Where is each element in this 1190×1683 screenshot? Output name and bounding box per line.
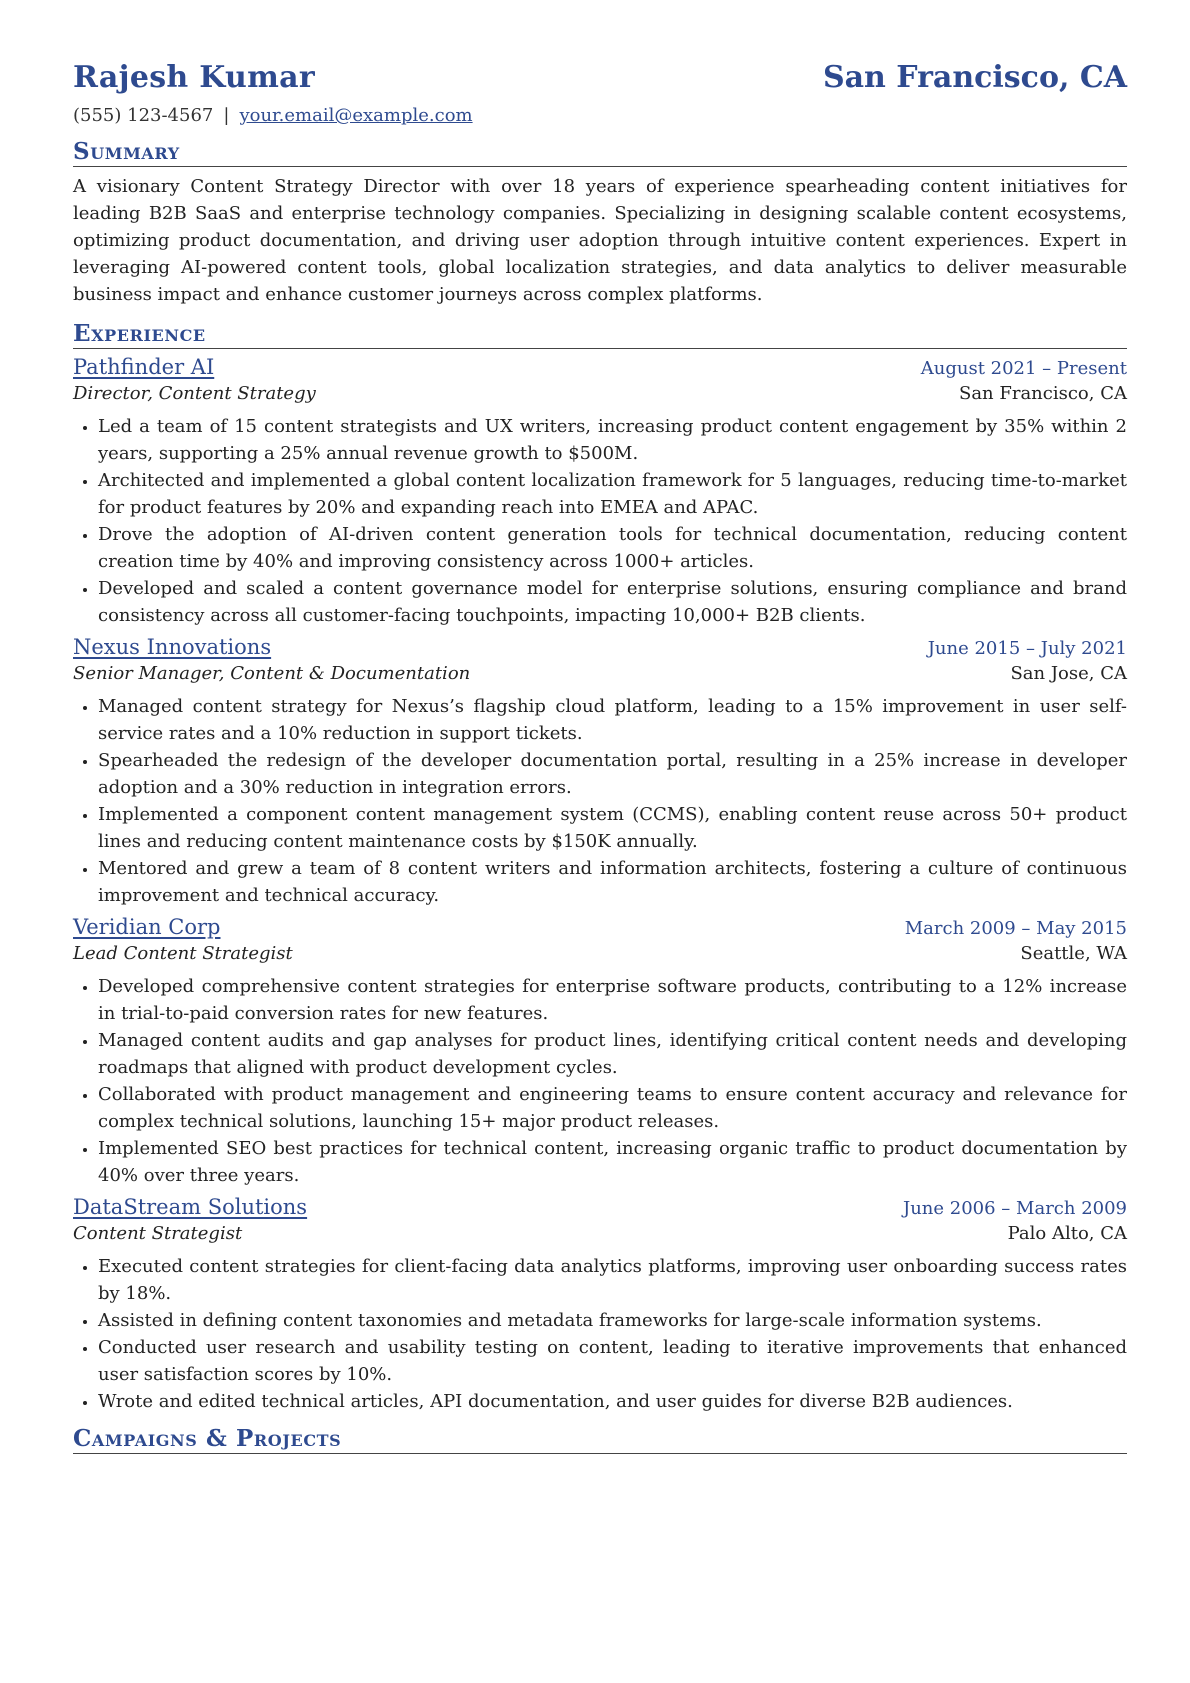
job-header bbox=[73, 635, 1127, 659]
bullet-item: • Collaborated with product management and engineering teams to ensure content accuracy and relevance for complex technical solutions, launching 15+ major product releases. bbox=[98, 1081, 1127, 1135]
candidate-name: Rajesh Kumar bbox=[73, 60, 315, 95]
contact-line bbox=[73, 105, 1127, 126]
job-subheader bbox=[73, 943, 1127, 964]
company-name[interactable]: Nexus Innovations bbox=[73, 635, 272, 659]
contact-separator: | bbox=[223, 105, 230, 126]
experience-heading: Experience bbox=[73, 320, 1127, 349]
job-entry bbox=[73, 355, 1127, 629]
job-location: San Francisco, CA bbox=[958, 383, 1127, 404]
job-entry bbox=[73, 1195, 1127, 1415]
job-location: San Jose, CA bbox=[1010, 663, 1127, 684]
summary-text: A visionary Content Strategy Director with over 18 years of experience spearheading content initiatives for leading B2B SaaS and enterprise technology companies. Specializing in designing scalable content ecosystems, optimizing product documentation, and driving user adoption through intuitive content experiences. Expert in leveraging AI-powered content tools, global localization strategies, and data analytics to deliver measurable business impact and enhance customer journeys across complex platforms. bbox=[73, 176, 1127, 305]
experience-list bbox=[73, 355, 1127, 1415]
job-header bbox=[73, 915, 1127, 939]
bullet-item: • Developed comprehensive content strategies for enterprise software products, contributing to a 12% increase in trial-to-paid conversion rates for new features. bbox=[98, 973, 1127, 1027]
resume-page bbox=[73, 60, 1127, 1454]
company-name[interactable]: Veridian Corp bbox=[73, 915, 221, 939]
bullet-item: • Assisted in defining content taxonomies and metadata frameworks for large-scale information systems. bbox=[98, 1307, 1127, 1334]
email-link[interactable]: your.email@example.com bbox=[239, 105, 473, 126]
job-entry bbox=[73, 635, 1127, 909]
projects-heading: Campaigns & Projects bbox=[73, 1425, 1127, 1454]
job-dates: March 2009 – May 2015 bbox=[904, 918, 1127, 939]
bullet-item: • Executed content strategies for client-facing data analytics platforms, improving user onboarding success rates by 18%. bbox=[98, 1253, 1127, 1307]
candidate-location: San Francisco, CA bbox=[822, 60, 1127, 95]
summary-heading: Summary bbox=[73, 138, 1127, 167]
phone-number: (555) 123-4567 bbox=[73, 105, 214, 126]
job-header bbox=[73, 1195, 1127, 1219]
job-bullets bbox=[73, 693, 1127, 909]
bullet-item: • Mentored and grew a team of 8 content writers and information architects, fostering a culture of continuous improvement and technical accuracy. bbox=[98, 855, 1127, 909]
company-name[interactable]: DataStream Solutions bbox=[73, 1195, 308, 1219]
bullet-item: • Wrote and edited technical articles, API documentation, and user guides for diverse B2B audiences. bbox=[98, 1388, 1127, 1415]
job-dates: August 2021 – Present bbox=[920, 358, 1127, 379]
bullet-item: • Architected and implemented a global content localization framework for 5 languages, reducing time-to-market for product features by 20% and expanding reach into EMEA and APAC. bbox=[98, 467, 1127, 521]
job-entry bbox=[73, 915, 1127, 1189]
job-bullets bbox=[73, 1253, 1127, 1415]
bullet-item: • Developed and scaled a content governance model for enterprise solutions, ensuring compliance and brand consistency across all customer-facing touchpoints, impacting 10,000+ B2B clients. bbox=[98, 575, 1127, 629]
bullet-item: • Managed content audits and gap analyses for product lines, identifying critical content needs and developing roadmaps that aligned with product development cycles. bbox=[98, 1027, 1127, 1081]
job-role: Lead Content Strategist bbox=[73, 943, 293, 964]
job-bullets bbox=[73, 973, 1127, 1189]
job-subheader bbox=[73, 1223, 1127, 1244]
job-subheader bbox=[73, 383, 1127, 404]
job-role: Director, Content Strategy bbox=[73, 383, 316, 404]
bullet-item: • Conducted user research and usability testing on content, leading to iterative improvements that enhanced user satisfaction scores by 10%. bbox=[98, 1334, 1127, 1388]
resume-header bbox=[73, 60, 1127, 95]
bullet-item: • Led a team of 15 content strategists and UX writers, increasing product content engagement by 35% within 2 years, supporting a 25% annual revenue growth to $500M. bbox=[98, 413, 1127, 467]
bullet-item: • Implemented a component content management system (CCMS), enabling content reuse across 50+ product lines and reducing content maintenance costs by $150K annually. bbox=[98, 801, 1127, 855]
job-location: Palo Alto, CA bbox=[1007, 1223, 1127, 1244]
job-dates: June 2006 – March 2009 bbox=[903, 1198, 1127, 1219]
job-subheader bbox=[73, 663, 1127, 684]
job-role: Content Strategist bbox=[73, 1223, 243, 1244]
bullet-item: • Managed content strategy for Nexus’s flagship cloud platform, leading to a 15% improvement in user self-service rates and a 10% reduction in support tickets. bbox=[98, 693, 1127, 747]
job-dates: June 2015 – July 2021 bbox=[927, 638, 1127, 659]
bullet-item: • Drove the adoption of AI-driven content generation tools for technical documentation, reducing content creation time by 40% and improving consistency across 1000+ articles. bbox=[98, 521, 1127, 575]
job-header bbox=[73, 355, 1127, 379]
company-name[interactable]: Pathfinder AI bbox=[73, 355, 215, 379]
job-role: Senior Manager, Content & Documentation bbox=[73, 663, 471, 684]
bullet-item: • Implemented SEO best practices for technical content, increasing organic traffic to product documentation by 40% over three years. bbox=[98, 1135, 1127, 1189]
job-location: Seattle, WA bbox=[1020, 943, 1127, 964]
job-bullets bbox=[73, 413, 1127, 629]
bullet-item: • Spearheaded the redesign of the developer documentation portal, resulting in a 25% increase in developer adoption and a 30% reduction in integration errors. bbox=[98, 747, 1127, 801]
